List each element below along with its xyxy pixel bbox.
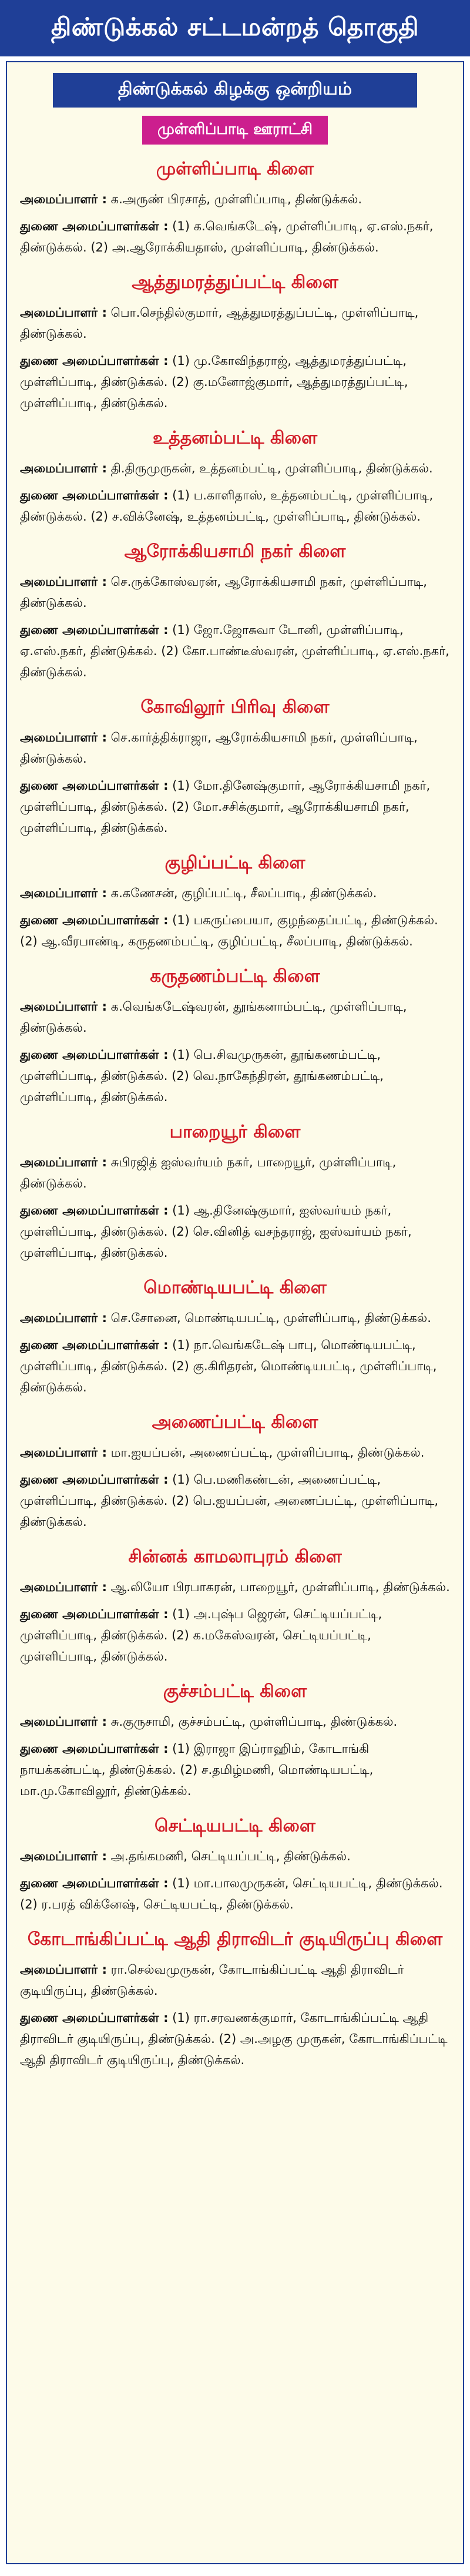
branch-section <box>20 1277 450 1398</box>
branch-section <box>20 1816 450 1915</box>
branch-title: கருதணம்பட்டி கிளை <box>150 966 320 987</box>
branch-section <box>20 1929 450 2071</box>
deputies-label: துணை அமைப்பாளர்கள் : <box>20 1607 169 1621</box>
organizer-line <box>20 1442 450 1463</box>
deputies-label: துணை அமைப்பாளர்கள் : <box>20 913 169 927</box>
branch-title: கோவிலூர் பிரிவு கிளை <box>140 697 330 717</box>
organizer-label: அமைப்பாளர் : <box>20 1445 107 1460</box>
branch-section <box>20 697 450 838</box>
organizer-line <box>20 302 450 344</box>
deputies-value: (1) ரா.சரவணக்குமார், கோடாங்கிப்பட்டி ஆதி திராவிடர் குடியிருப்பு, திண்டுக்கல். (2) அ.அழகு முருகன், கோடாங்கிப்பட்டி ஆதி திராவிடர் குடியிருப்பு, திண்டுக்கல். <box>20 2011 448 2067</box>
organizer-label: அமைப்பாளர் : <box>20 999 107 1014</box>
organizer-line <box>20 727 450 769</box>
organizer-label: அமைப்பாளர் : <box>20 461 107 475</box>
organizer-label: அமைப்பாளர் : <box>20 730 107 744</box>
branch-section <box>20 159 450 258</box>
organizer-label: அமைப்பாளர் : <box>20 192 107 206</box>
deputies-line <box>20 1738 450 1802</box>
branch-title: மொண்டியபட்டி கிளை <box>143 1277 327 1298</box>
deputies-value: (1) ப.காளிதாஸ், உத்தனம்பட்டி, முள்ளிப்பாடி, திண்டுக்கல். (2) ச.விக்னேஷ், உத்தனம்பட்டி, முள்ளிப்பாடி, திண்டுக்கல். <box>20 488 434 524</box>
deputies-label: துணை அமைப்பாளர்கள் : <box>20 1203 169 1217</box>
branch-section <box>20 966 450 1108</box>
deputies-label: துணை அமைப்பாளர்கள் : <box>20 488 169 502</box>
deputies-line <box>20 2007 450 2071</box>
constituency-title: திண்டுக்கல் சட்டமன்றத் தொகுதி <box>0 0 470 56</box>
organizer-line <box>20 458 450 479</box>
deputies-value: (1) பெ.சிவமுருகன், தூங்கணம்பட்டி, முள்ளிப்பாடி, திண்டுக்கல். (2) வெ.நாகேந்திரன், தூங்கணம்பட்டி, முள்ளிப்பாடி, திண்டுக்கல். <box>20 1048 384 1104</box>
deputies-line <box>20 1873 450 1915</box>
branch-title: ஆத்துமரத்துப்பட்டி கிளை <box>132 272 338 293</box>
branch-section <box>20 853 450 952</box>
organizer-label: அமைப்பாளர் : <box>20 306 107 320</box>
deputies-line <box>20 619 450 683</box>
deputies-value: (1) ஜோ.ஜோசுவா டோனி, முள்ளிப்பாடி, ஏ.எஸ்.நகர், திண்டுக்கல். (2) கோ.பாண்டீஸ்வரன், முள்ளிப்பாடி, ஏ.எஸ்.நகர், திண்டுக்கல். <box>20 623 449 679</box>
deputies-value: (1) மா.பாலமுருகன், செட்டியபட்டி, திண்டுக்கல். (2) ர.பரத் விக்னேஷ், செட்டியபட்டி, திண்டுக்கல். <box>20 1876 443 1911</box>
branch-section <box>20 541 450 683</box>
deputies-value: (1) பகருப்பையா, குழந்தைப்பட்டி, திண்டுக்கல். (2) ஆ.வீரபாண்டி, கருதணம்பட்டி, குழிப்பட்டி, சீலப்பாடி, திண்டுக்கல். <box>20 913 438 948</box>
organizer-line <box>20 1152 450 1194</box>
deputies-label: துணை அமைப்பாளர்கள் : <box>20 219 169 233</box>
deputies-value: (1) அ.புஷ்ப ஜெரன், செட்டியப்பட்டி, முள்ளிப்பாடி, திண்டுக்கல். (2) க.மகேஸ்வரன், செட்டியப்பட்டி, முள்ளிப்பாடி, திண்டுக்கல். <box>20 1607 382 1663</box>
deputies-line <box>20 1200 450 1263</box>
branch-section <box>20 1122 450 1263</box>
organizer-label: அமைப்பாளர் : <box>20 1849 107 1863</box>
organizer-label: அமைப்பாளர் : <box>20 886 107 900</box>
union-heading: திண்டுக்கல் கிழக்கு ஒன்றியம் <box>53 73 417 108</box>
organizer-label: அமைப்பாளர் : <box>20 1580 107 1594</box>
deputies-label: துணை அமைப்பாளர்கள் : <box>20 354 169 368</box>
branch-section <box>20 1681 450 1802</box>
organizer-line <box>20 883 450 904</box>
branch-section <box>20 1412 450 1532</box>
deputies-value: (1) நா.வெங்கடேஷ் பாபு, மொண்டியபட்டி, முள்ளிப்பாடி, திண்டுக்கல். (2) கு.கிரிதரன், மொண்டியபட்டி, முள்ளிப்பாடி, திண்டுக்கல். <box>20 1338 437 1394</box>
deputies-value: (1) மு.கோவிந்தராஜ், ஆத்துமரத்துப்பட்டி, முள்ளிப்பாடி, திண்டுக்கல். (2) கு.மனோஜ்குமார், ஆத்துமரத்துப்பட்டி, முள்ளிப்பாடி, திண்டுக்கல். <box>20 354 408 410</box>
organizer-value: அ.தங்கமணி, செட்டியப்பட்டி, திண்டுக்கல். <box>110 1849 351 1863</box>
deputies-label: துணை அமைப்பாளர்கள் : <box>20 1048 169 1062</box>
organizer-line <box>20 571 450 613</box>
organizer-label: அமைப்பாளர் : <box>20 1963 107 1977</box>
deputies-label: துணை அமைப்பாளர்கள் : <box>20 779 169 793</box>
deputies-line <box>20 910 450 952</box>
deputies-value: (1) இராஜா இப்ராஹிம், கோடாங்கி நாயக்கன்பட்டி, திண்டுக்கல். (2) ச.தமிழ்மணி, மொண்டியபட்டி, மா.மு.கோவிலூர், திண்டுக்கல். <box>20 1742 374 1798</box>
organizer-line <box>20 996 450 1038</box>
organizer-value: சு.குருசாமி, குச்சம்பட்டி, முள்ளிப்பாடி, திண்டுக்கல். <box>110 1715 398 1729</box>
organizer-label: அமைப்பாளர் : <box>20 575 107 589</box>
branch-title: ஆரோக்கியசாமி நகர் கிளை <box>124 541 346 562</box>
organizer-line <box>20 1711 450 1732</box>
organizer-line <box>20 1307 450 1329</box>
organizer-label: அமைப்பாளர் : <box>20 1311 107 1325</box>
deputies-label: துணை அமைப்பாளர்கள் : <box>20 1473 169 1487</box>
branch-title: உத்தனம்பட்டி கிளை <box>152 428 318 448</box>
organizer-label: அமைப்பாளர் : <box>20 1155 107 1169</box>
organizer-value: செ.சோனை, மொண்டியபட்டி, முள்ளிப்பாடி, திண்டுக்கல். <box>110 1311 431 1325</box>
panchayat-heading-wrap <box>20 116 450 145</box>
deputies-label: துணை அமைப்பாளர்கள் : <box>20 1876 169 1890</box>
organizer-value: சுபிரஜித் ஐஸ்வர்யம் நகர், பாறையூர், முள்ளிப்பாடி, திண்டுக்கல். <box>20 1155 397 1190</box>
deputies-value: (1) ஆ.தினேஷ்குமார், ஐஸ்வர்யம் நகர், முள்ளிப்பாடி, திண்டுக்கல். (2) செ.வினித் வசந்தராஜ், ஐஸ்வர்யம் நகர், முள்ளிப்பாடி, திண்டுக்கல். <box>20 1203 412 1260</box>
deputies-value: (1) க.வெங்கடேஷ், முள்ளிப்பாடி, ஏ.எஸ்.நகர், திண்டுக்கல். (2) அ.ஆரோக்கியதாஸ், முள்ளிப்பாடி, திண்டுக்கல். <box>20 219 434 254</box>
deputies-value: (1) மோ.தினேஷ்குமார், ஆரோக்கியசாமி நகர், முள்ளிப்பாடி, திண்டுக்கல். (2) மோ.சசிக்குமார், ஆரோக்கியசாமி நகர், முள்ளிப்பாடி, திண்டுக்கல். <box>20 779 431 835</box>
branch-title: முள்ளிப்பாடி கிளை <box>156 159 314 179</box>
deputies-line <box>20 1044 450 1108</box>
branch-section <box>20 428 450 527</box>
branch-title: குழிப்பட்டி கிளை <box>164 853 306 873</box>
deputies-line <box>20 1334 450 1398</box>
organizer-value: க.அருண் பிரசாத், முள்ளிப்பாடி, திண்டுக்கல். <box>110 192 362 206</box>
organizer-line <box>20 1577 450 1598</box>
branch-section <box>20 272 450 414</box>
branch-section <box>20 1547 450 1667</box>
panchayat-heading: முள்ளிப்பாடி ஊராட்சி <box>142 116 328 145</box>
content-panel <box>6 61 464 2564</box>
deputies-line <box>20 1469 450 1532</box>
organizer-value: செ.கார்த்திக்ராஜா, ஆரோக்கியசாமி நகர், முள்ளிப்பாடி, திண்டுக்கல். <box>20 730 418 766</box>
organizer-value: மா.ஐயப்பன், அணைப்பட்டி, முள்ளிப்பாடி, திண்டுக்கல். <box>110 1445 425 1460</box>
branch-title: செட்டியபட்டி கிளை <box>155 1816 315 1836</box>
branch-list <box>20 159 450 2071</box>
organizer-value: செ.ருக்கோஸ்வரன், ஆரோக்கியசாமி நகர், முள்ளிப்பாடி, திண்டுக்கல். <box>20 575 427 610</box>
organizer-value: க.வெங்கடேஷ்வரன், தூங்கனாம்பட்டி, முள்ளிப்பாடி, திண்டுக்கல். <box>20 999 407 1035</box>
deputies-label: துணை அமைப்பாளர்கள் : <box>20 623 169 637</box>
deputies-line <box>20 350 450 414</box>
branch-title: சின்னக் காமலாபுரம் கிளை <box>128 1547 342 1567</box>
organizer-line <box>20 1959 450 2001</box>
deputies-line <box>20 216 450 258</box>
deputies-line <box>20 1604 450 1667</box>
deputies-line <box>20 485 450 527</box>
deputies-label: துணை அமைப்பாளர்கள் : <box>20 1338 169 1352</box>
deputies-value: (1) பெ.மணிகண்டன், அணைப்பட்டி, முள்ளிப்பாடி, திண்டுக்கல். (2) பெ.ஐயப்பன், அணைப்பட்டி, முள்ளிப்பாடி, திண்டுக்கல். <box>20 1473 439 1529</box>
organizer-value: ஆ.லியோ பிரபாகரன், பாறையூர், முள்ளிப்பாடி, திண்டுக்கல். <box>110 1580 450 1594</box>
organizer-label: அமைப்பாளர் : <box>20 1715 107 1729</box>
organizer-line <box>20 189 450 210</box>
organizer-value: தி.திருமுருகன், உத்தனம்பட்டி, முள்ளிப்பாடி, திண்டுக்கல். <box>110 461 433 475</box>
deputies-label: துணை அமைப்பாளர்கள் : <box>20 1742 169 1756</box>
organizer-value: ரா.செல்வமுருகன், கோடாங்கிப்பட்டி ஆதி திராவிடர் குடியிருப்பு, திண்டுக்கல். <box>20 1963 404 1998</box>
organizer-value: பொ.செந்தில்குமார், ஆத்துமரத்துப்பட்டி, முள்ளிப்பாடி, திண்டுக்கல். <box>20 306 419 341</box>
branch-title: அணைப்பட்டி கிளை <box>152 1412 318 1433</box>
branch-title: கோடாங்கிப்பட்டி ஆதி திராவிடர் குடியிருப்பு கிளை <box>27 1929 443 1950</box>
organizer-value: க.கணேசன், குழிப்பட்டி, சீலப்பாடி, திண்டுக்கல். <box>110 886 377 900</box>
branch-title: பாறையூர் கிளை <box>169 1122 301 1142</box>
branch-title: குச்சம்பட்டி கிளை <box>163 1681 307 1702</box>
organizer-line <box>20 1846 450 1867</box>
deputies-label: துணை அமைப்பாளர்கள் : <box>20 2011 169 2025</box>
deputies-line <box>20 775 450 838</box>
